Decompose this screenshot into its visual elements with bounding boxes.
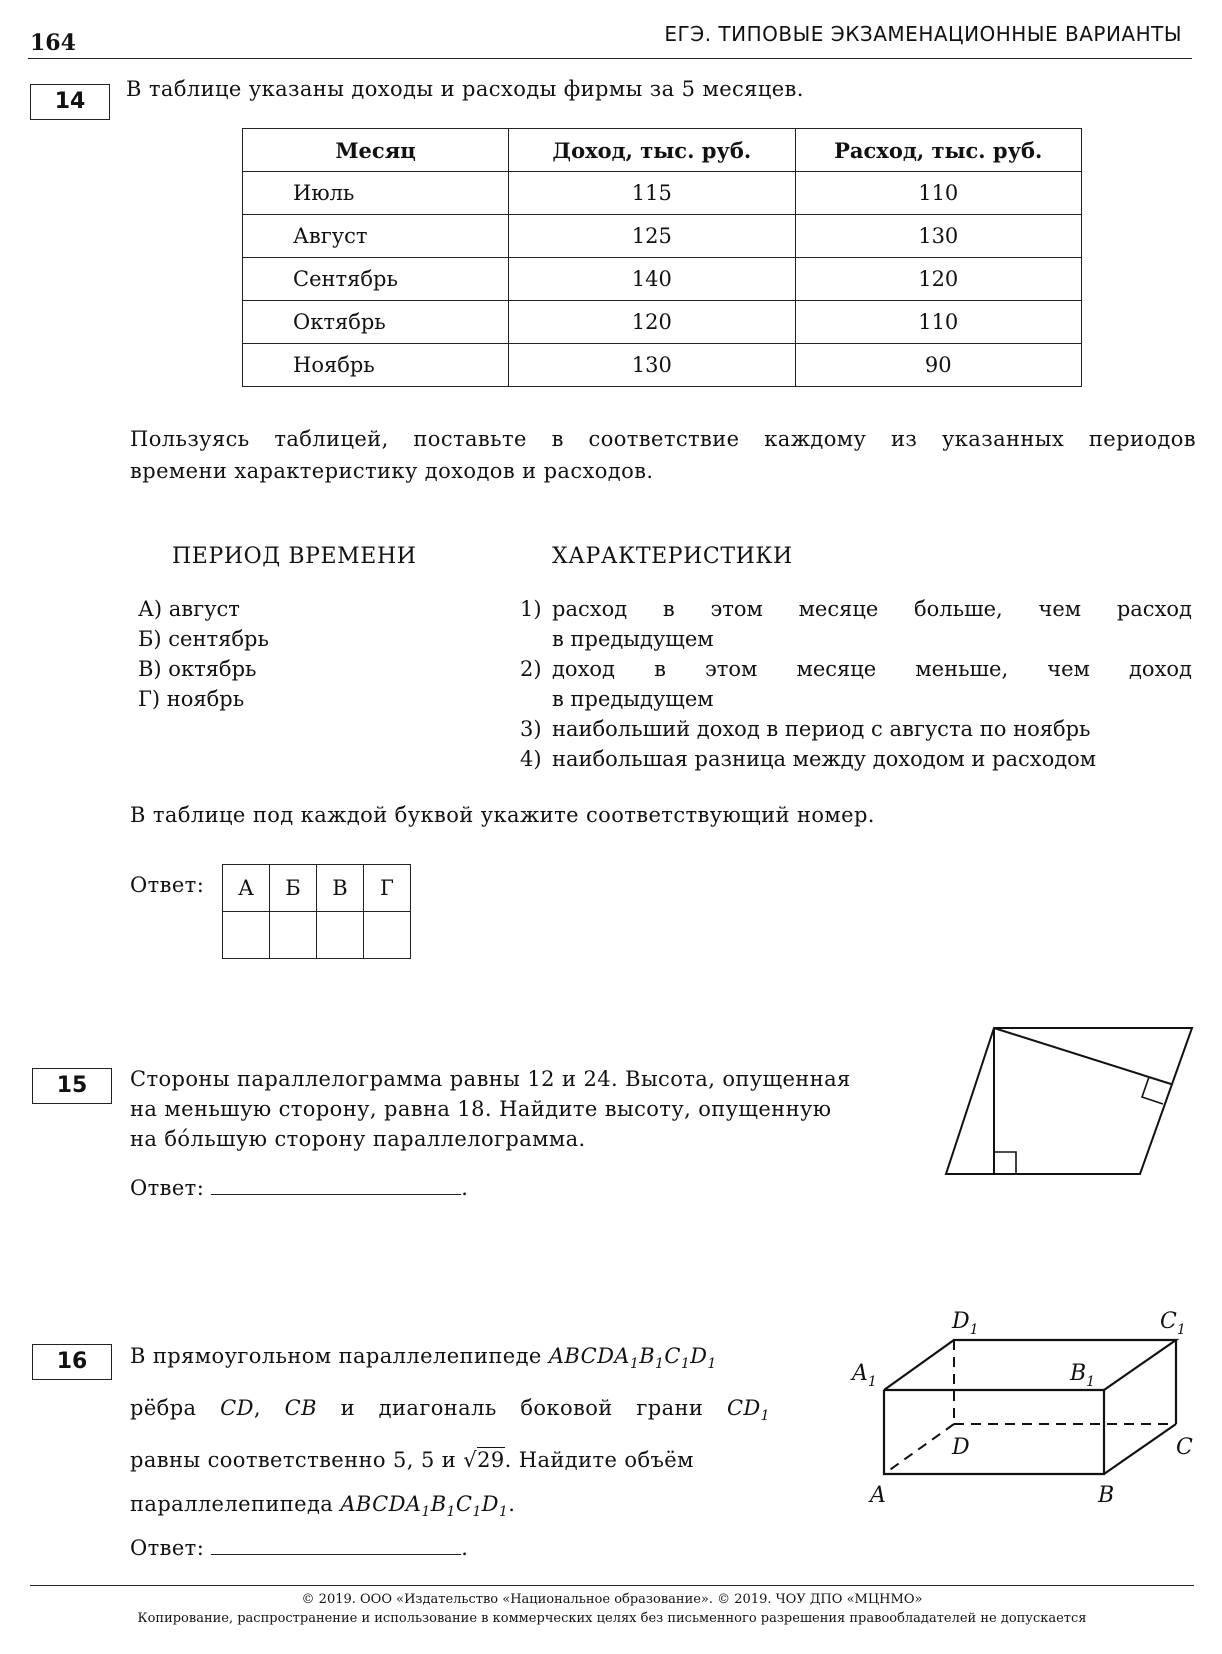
answer-cell-g[interactable] xyxy=(364,912,411,959)
box-name: $ABCDA_1B_1C_1D_1$ xyxy=(340,1492,509,1521)
col-header-expense: Расход, тыс. руб. xyxy=(795,129,1081,172)
answer-letters-row xyxy=(223,865,411,912)
cell-month: Сентябрь xyxy=(243,258,509,301)
table-row xyxy=(243,172,1082,215)
parallelogram-figure xyxy=(940,1020,1202,1180)
cell-expense: 120 xyxy=(795,258,1081,301)
task-16-line-text: рёбра xyxy=(130,1396,197,1421)
task-15-answer: Ответ: . xyxy=(130,1172,468,1203)
answer-cell-b[interactable] xyxy=(270,912,317,959)
cell-month: Октябрь xyxy=(243,301,509,344)
answer-letter: Б xyxy=(270,865,317,912)
task-16-line-text: параллелепипеда xyxy=(130,1492,334,1517)
cell-income: 115 xyxy=(509,172,795,215)
cell-month: Август xyxy=(243,215,509,258)
cell-expense: 90 xyxy=(795,344,1081,387)
table-row xyxy=(243,258,1082,301)
task-16-line: рёбра CD, CB и диагональ боковой грани $CD_1$ xyxy=(130,1396,770,1425)
task-16-line-text: . Найдите объём xyxy=(504,1448,694,1473)
task-16-answer: Ответ: . xyxy=(130,1532,468,1563)
characteristics-list xyxy=(520,594,1192,774)
vertex-label-a: A xyxy=(870,1483,886,1508)
col-header-income: Доход, тыс. руб. xyxy=(509,129,795,172)
task-15-number: 15 xyxy=(32,1068,112,1104)
cell-expense: 110 xyxy=(795,172,1081,215)
task-14-instruction-line2: времени характеристику доходов и расходов. xyxy=(130,459,654,483)
face-diagonal: $CD_1$ xyxy=(726,1396,770,1425)
task-16-number: 16 xyxy=(32,1344,112,1380)
sqrt-radicand: 29 xyxy=(477,1448,505,1473)
characteristic-line: в предыдущем xyxy=(552,687,714,711)
answer-letter: А xyxy=(223,865,270,912)
cell-income: 120 xyxy=(509,301,795,344)
running-title: ЕГЭ. ТИПОВЫЕ ЭКЗАМЕНАЦИОННЫЕ ВАРИАНТЫ xyxy=(664,22,1182,46)
right-angle-mark xyxy=(994,1152,1016,1174)
characteristic-number: 4) xyxy=(520,747,542,771)
vertex-label-d1: $D_1$ xyxy=(952,1309,979,1338)
edge-bc xyxy=(1104,1424,1176,1474)
page-number: 164 xyxy=(30,30,76,56)
table-row xyxy=(243,301,1082,344)
front-face xyxy=(884,1390,1104,1474)
income-expense-table xyxy=(242,128,1082,387)
task-15-line: на меньшую сторону, равна 18. Найдите высоту, опущенную xyxy=(130,1097,832,1121)
answer-table-instruction: В таблице под каждой буквой укажите соответствующий номер. xyxy=(130,803,875,827)
edge-cd: CD xyxy=(220,1396,254,1421)
characteristic-line: доход в этом месяце меньше, чем доход xyxy=(552,657,1192,681)
cell-income: 125 xyxy=(509,215,795,258)
task-14-instruction-line1: Пользуясь таблицей, поставьте в соответствие каждому из указанных периодов xyxy=(130,427,1196,451)
sqrt-expression: √29 xyxy=(463,1448,505,1473)
edge-cb: CB xyxy=(284,1396,317,1421)
table-row xyxy=(243,215,1082,258)
period-item: Г) ноябрь xyxy=(138,687,245,711)
task-16-line: параллелепипеда $ABCDA_1B_1C_1D_1$. xyxy=(130,1492,516,1521)
characteristic-text xyxy=(552,594,1192,654)
footer-copyright: © 2019. ООО «Издательство «Национальное образование». © 2019. ЧОУ ДПО «МЦНМО» xyxy=(301,1592,923,1607)
answer-letter: Г xyxy=(364,865,411,912)
vertex-label-c: C xyxy=(1176,1435,1193,1460)
cell-month: Июль xyxy=(243,172,509,215)
vertex-label-b1: $B_1$ xyxy=(1070,1361,1096,1390)
task-16-answer-field[interactable] xyxy=(211,1532,461,1555)
task-15-answer-field[interactable] xyxy=(211,1172,461,1195)
characteristic-text: наибольший доход в период с августа по ноябрь xyxy=(552,717,1091,741)
characteristics-title: ХАРАКТЕРИСТИКИ xyxy=(552,544,793,569)
period-item: А) август xyxy=(138,597,240,621)
task-15-line: на бо́льшую сторону параллелограмма. xyxy=(130,1127,586,1151)
period-item: В) октябрь xyxy=(138,657,257,681)
vertex-label-c1: $C_1$ xyxy=(1160,1309,1186,1338)
period-item: Б) сентябрь xyxy=(138,627,269,651)
cell-expense: 130 xyxy=(795,215,1081,258)
vertex-label-b: B xyxy=(1098,1483,1115,1508)
task-16-answer-label: Ответ: xyxy=(130,1536,205,1560)
col-header-month: Месяц xyxy=(243,129,509,172)
characteristic-item xyxy=(520,654,1192,714)
task-16-line-text: и диагональ боковой грани xyxy=(340,1396,704,1421)
table-row xyxy=(243,344,1082,387)
periods-list xyxy=(138,594,269,714)
characteristic-number: 2) xyxy=(520,657,542,681)
task-15-line: Стороны параллелограмма равны 12 и 24. Высота, опущенная xyxy=(130,1067,851,1091)
vertex-label-d: D xyxy=(952,1435,970,1460)
task-14-intro: В таблице указаны доходы и расходы фирмы за 5 месяцев. xyxy=(126,77,804,101)
task-16-line xyxy=(130,1334,770,1386)
task-16-line-text: равны соответственно 5, 5 и xyxy=(130,1448,457,1473)
task-15-text xyxy=(130,1064,851,1154)
answer-cell-a[interactable] xyxy=(223,912,270,959)
top-face xyxy=(884,1340,1176,1390)
header-rule xyxy=(28,58,1192,59)
characteristic-text: наибольшая разница между доходом и расходом xyxy=(552,747,1097,771)
cell-income: 130 xyxy=(509,344,795,387)
answer-grid xyxy=(222,864,411,959)
cell-expense: 110 xyxy=(795,301,1081,344)
answer-letter: В xyxy=(317,865,364,912)
characteristic-line: в предыдущем xyxy=(552,627,714,651)
table-header-row xyxy=(243,129,1082,172)
characteristic-line: расход в этом месяце больше, чем расход xyxy=(552,597,1192,621)
task-15-answer-label: Ответ: xyxy=(130,1176,205,1200)
characteristic-item xyxy=(520,594,1192,654)
footer-notice: Копирование, распространение и использование в коммерческих целях без письменного разрешения правообладателей не допускается xyxy=(137,1611,1087,1626)
characteristic-number: 1) xyxy=(520,597,542,621)
characteristic-text xyxy=(552,654,1192,714)
parallelepiped-figure xyxy=(840,1300,1200,1510)
task-14-answer-label: Ответ: xyxy=(130,873,205,897)
cell-income: 140 xyxy=(509,258,795,301)
characteristic-number: 3) xyxy=(520,717,542,741)
vertex-label-a1: $A_1$ xyxy=(852,1361,877,1390)
task-16-line-text: В прямоугольном параллелепипеде xyxy=(130,1344,542,1368)
footer-rule xyxy=(30,1585,1194,1586)
cell-month: Ноябрь xyxy=(243,344,509,387)
answer-cell-v[interactable] xyxy=(317,912,364,959)
task-14-number: 14 xyxy=(30,84,110,120)
height-to-side xyxy=(994,1028,1171,1084)
periods-title: ПЕРИОД ВРЕМЕНИ xyxy=(172,544,417,569)
edge-ad-hidden xyxy=(884,1424,954,1474)
box-name: $ABCDA_1B_1C_1D_1$ xyxy=(548,1344,717,1373)
characteristic-item xyxy=(520,744,1192,774)
task-16-line xyxy=(130,1438,770,1482)
task-16-text xyxy=(130,1334,770,1535)
characteristic-item xyxy=(520,714,1192,744)
answer-input-row xyxy=(223,912,411,959)
